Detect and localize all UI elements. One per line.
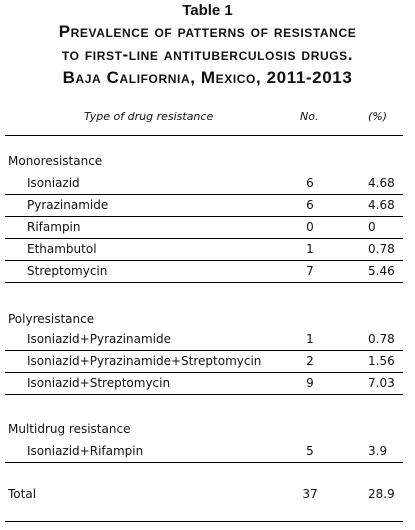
- row-drug: Isoniazid: [27, 176, 80, 190]
- row-percent: 4.68: [368, 198, 395, 212]
- section-label-polyresistance: Polyresistance: [8, 312, 95, 326]
- total-count: 37: [302, 487, 318, 501]
- row-percent: 4.68: [368, 176, 395, 190]
- row-drug: Isoniazid+Rifampin: [27, 444, 144, 458]
- row-drug: Isoniazid+Pyrazinamide: [27, 332, 171, 346]
- row-percent: 0: [368, 220, 376, 234]
- total-percent: 28.9: [368, 487, 395, 501]
- section-label-multidrug: Multidrug resistance: [8, 422, 131, 436]
- table-row: [5, 372, 403, 395]
- row-percent: 1.56: [368, 354, 395, 368]
- table-row: [5, 440, 403, 463]
- row-percent: 3.9: [368, 444, 388, 458]
- title-line-2: to first-line antituberculosis drugs.: [61, 45, 354, 64]
- row-count: 2: [306, 354, 314, 368]
- row-count: 6: [306, 176, 314, 190]
- total-label: Total: [8, 487, 37, 501]
- table-title: [0, 2, 415, 89]
- row-drug: Streptomycin: [27, 264, 108, 278]
- header-divider: [5, 135, 403, 136]
- section-label-monoresistance: Monoresistance: [8, 154, 103, 168]
- row-drug: Pyrazinamide: [27, 198, 109, 212]
- column-header-no: No.: [300, 110, 319, 123]
- row-drug: Isoniazid+Streptomycin: [27, 376, 171, 390]
- title-line-3: Baja California, Mexico, 2011-2013: [62, 68, 353, 87]
- row-count: 7: [306, 264, 314, 278]
- row-drug: Isoniazid+Pyrazinamide+Streptomycin: [27, 354, 262, 368]
- table-row: [5, 238, 403, 261]
- row-percent: 7.03: [368, 376, 395, 390]
- table-row: [5, 260, 403, 283]
- column-header-pct: (%): [368, 110, 388, 123]
- table-number: Table 1: [182, 2, 233, 19]
- row-percent: 5.46: [368, 264, 395, 278]
- table-row: [5, 216, 403, 239]
- row-drug: Ethambutol: [27, 242, 97, 256]
- row-count: 1: [306, 242, 314, 256]
- row-percent: 0.78: [368, 332, 395, 346]
- table-row: [5, 194, 403, 217]
- row-count: 0: [306, 220, 314, 234]
- title-line-1: Prevalence of patterns of resistance: [58, 22, 357, 41]
- row-drug: Rifampin: [27, 220, 81, 234]
- bottom-divider: [5, 521, 403, 522]
- row-count: 1: [306, 332, 314, 346]
- column-header-type: Type of drug resistance: [84, 110, 214, 123]
- row-count: 6: [306, 198, 314, 212]
- table-row: [5, 172, 403, 195]
- row-count: 5: [306, 444, 314, 458]
- table-row: [5, 350, 403, 373]
- row-count: 9: [306, 376, 314, 390]
- row-percent: 0.78: [368, 242, 395, 256]
- table-row: [5, 328, 403, 351]
